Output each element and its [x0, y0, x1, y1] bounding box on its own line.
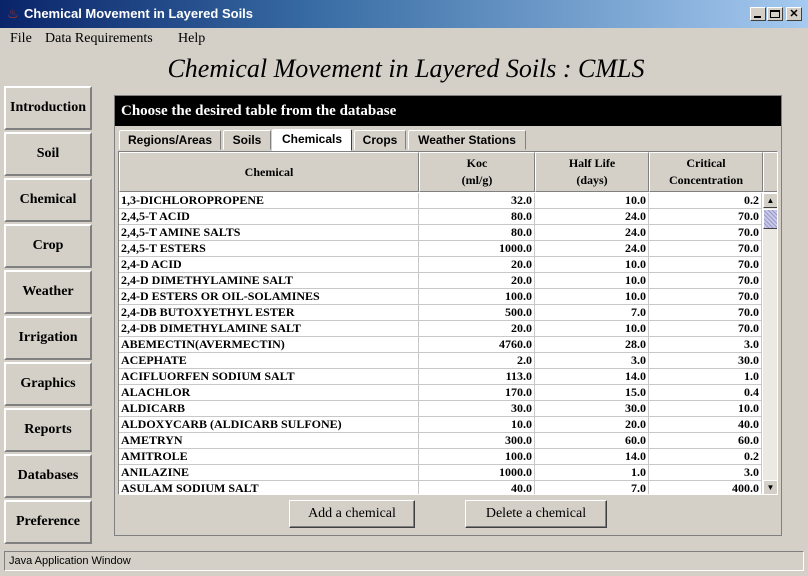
table-row[interactable] — [119, 401, 762, 417]
table-scrollbar[interactable] — [763, 193, 778, 495]
cell-chemical: 2,4-DB BUTOXYETHYL ESTER — [119, 305, 419, 321]
cell-critical-concentration: 70.0 — [649, 321, 762, 337]
cell-half-life: 10.0 — [535, 257, 649, 273]
cell-chemical: ALDOXYCARB (ALDICARB SULFONE) — [119, 417, 419, 433]
column-header-line: (days) — [576, 173, 608, 187]
column-header-line: Koc — [466, 156, 488, 170]
cell-critical-concentration: 70.0 — [649, 257, 762, 273]
nav-preference-button[interactable]: Preference — [4, 500, 92, 544]
table-row[interactable] — [119, 369, 762, 385]
nav-reports-button[interactable]: Reports — [4, 408, 92, 452]
cell-half-life: 20.0 — [535, 417, 649, 433]
panel-header: Choose the desired table from the database — [115, 96, 781, 126]
cell-half-life: 24.0 — [535, 241, 649, 257]
table-row[interactable] — [119, 353, 762, 369]
cell-critical-concentration: 70.0 — [649, 241, 762, 257]
minimize-button[interactable] — [750, 7, 766, 21]
cell-half-life: 14.0 — [535, 449, 649, 465]
cell-critical-concentration: 0.2 — [649, 449, 762, 465]
cell-chemical: 2,4,5-T AMINE SALTS — [119, 225, 419, 241]
cell-chemical: ACIFLUORFEN SODIUM SALT — [119, 369, 419, 385]
tab-crops[interactable]: Crops — [354, 130, 406, 150]
column-header-chemical[interactable] — [119, 152, 419, 192]
cell-half-life: 14.0 — [535, 369, 649, 385]
cell-chemical: ALDICARB — [119, 401, 419, 417]
nav-soil-button[interactable]: Soil — [4, 132, 92, 176]
cell-koc: 100.0 — [419, 289, 535, 305]
cell-half-life: 10.0 — [535, 289, 649, 305]
nav-weather-button[interactable]: Weather — [4, 270, 92, 314]
cell-chemical: ANILAZINE — [119, 465, 419, 481]
menu-bar — [0, 28, 808, 50]
close-button[interactable] — [786, 7, 802, 21]
cell-koc: 80.0 — [419, 225, 535, 241]
cell-koc: 113.0 — [419, 369, 535, 385]
cell-chemical: AMITROLE — [119, 449, 419, 465]
cell-chemical: 2,4-D ACID — [119, 257, 419, 273]
maximize-icon — [770, 10, 780, 18]
cell-chemical: ALACHLOR — [119, 385, 419, 401]
table-row[interactable] — [119, 241, 762, 257]
maximize-button[interactable] — [767, 7, 783, 21]
nav-introduction-button[interactable]: Introduction — [4, 86, 92, 130]
column-header-line: Concentration — [669, 173, 743, 187]
nav-irrigation-button[interactable]: Irrigation — [4, 316, 92, 360]
cell-critical-concentration: 1.0 — [649, 369, 762, 385]
database-panel — [114, 95, 782, 536]
table-row[interactable] — [119, 289, 762, 305]
cell-chemical: 2,4-DB DIMETHYLAMINE SALT — [119, 321, 419, 337]
scroll-thumb[interactable] — [763, 209, 778, 229]
close-icon: ✕ — [789, 8, 799, 20]
table-row[interactable] — [119, 385, 762, 401]
cell-critical-concentration: 70.0 — [649, 225, 762, 241]
window-title: Chemical Movement in Layered Soils — [24, 6, 254, 21]
menu-help[interactable]: Help — [178, 31, 206, 46]
table-row[interactable] — [119, 433, 762, 449]
cell-koc: 20.0 — [419, 273, 535, 289]
cell-critical-concentration: 40.0 — [649, 417, 762, 433]
cell-half-life: 7.0 — [535, 481, 649, 495]
cell-half-life: 10.0 — [535, 273, 649, 289]
table-row[interactable] — [119, 417, 762, 433]
cell-koc: 4760.0 — [419, 337, 535, 353]
cell-critical-concentration: 10.0 — [649, 401, 762, 417]
cell-chemical: 2,4-D ESTERS OR OIL-SOLAMINES — [119, 289, 419, 305]
column-header-half-life[interactable] — [535, 152, 649, 192]
cell-critical-concentration: 60.0 — [649, 433, 762, 449]
app-heading — [0, 53, 808, 85]
cell-half-life: 3.0 — [535, 353, 649, 369]
cell-koc: 30.0 — [419, 401, 535, 417]
cell-critical-concentration: 70.0 — [649, 305, 762, 321]
tab-weather-stations[interactable]: Weather Stations — [408, 130, 526, 150]
cell-chemical: ASULAM SODIUM SALT — [119, 481, 419, 495]
cell-half-life: 24.0 — [535, 209, 649, 225]
cell-chemical: 2,4,5-T ESTERS — [119, 241, 419, 257]
cell-critical-concentration: 70.0 — [649, 273, 762, 289]
table-row[interactable] — [119, 305, 762, 321]
cell-critical-concentration: 400.0 — [649, 481, 762, 495]
cell-half-life: 7.0 — [535, 305, 649, 321]
cell-chemical: ABEMECTIN(AVERMECTIN) — [119, 337, 419, 353]
table-row[interactable] — [119, 321, 762, 337]
tab-soils[interactable]: Soils — [223, 130, 271, 150]
java-cup-icon[interactable]: ♨ — [7, 6, 19, 21]
cell-critical-concentration: 30.0 — [649, 353, 762, 369]
minimize-icon — [754, 16, 761, 18]
chemicals-table — [118, 151, 778, 495]
table-row[interactable] — [119, 225, 762, 241]
menu-data-requirements[interactable]: Data Requirements — [45, 31, 153, 46]
cell-koc: 10.0 — [419, 417, 535, 433]
cell-half-life: 10.0 — [535, 193, 649, 209]
cell-chemical: AMETRYN — [119, 433, 419, 449]
table-row[interactable] — [119, 273, 762, 289]
column-header-line: Chemical — [244, 164, 294, 179]
nav-graphics-button[interactable]: Graphics — [4, 362, 92, 406]
cell-koc: 32.0 — [419, 193, 535, 209]
table-row[interactable] — [119, 209, 762, 225]
table-row[interactable] — [119, 257, 762, 273]
tab-regions-areas[interactable]: Regions/Areas — [119, 130, 221, 150]
cell-koc: 2.0 — [419, 353, 535, 369]
cell-chemical: ACEPHATE — [119, 353, 419, 369]
nav-databases-button[interactable]: Databases — [4, 454, 92, 498]
delete-chemical-button[interactable]: Delete a chemical — [465, 500, 607, 528]
cell-critical-concentration: 70.0 — [649, 289, 762, 305]
nav-chemical-button[interactable]: Chemical — [4, 178, 92, 222]
add-chemical-button[interactable]: Add a chemical — [289, 500, 415, 528]
cell-half-life: 60.0 — [535, 433, 649, 449]
title-bar — [0, 0, 808, 28]
cell-half-life: 30.0 — [535, 401, 649, 417]
cell-koc: 1000.0 — [419, 241, 535, 257]
cell-chemical: 1,3-DICHLOROPROPENE — [119, 193, 419, 209]
table-row[interactable] — [119, 449, 762, 465]
cell-critical-concentration: 0.4 — [649, 385, 762, 401]
tab-chemicals[interactable]: Chemicals — [272, 129, 352, 151]
cell-critical-concentration: 70.0 — [649, 209, 762, 225]
cell-half-life: 15.0 — [535, 385, 649, 401]
column-header-koc[interactable] — [419, 152, 535, 192]
scroll-up-button[interactable]: ▲ — [763, 193, 778, 208]
table-row[interactable] — [119, 193, 762, 209]
column-header-line: Half Life — [568, 156, 616, 170]
cell-half-life: 10.0 — [535, 321, 649, 337]
column-header-critical-concentration[interactable] — [649, 152, 763, 192]
cell-koc: 40.0 — [419, 481, 535, 495]
cell-half-life: 24.0 — [535, 225, 649, 241]
cell-half-life: 1.0 — [535, 465, 649, 481]
cell-koc: 20.0 — [419, 321, 535, 337]
app-heading-text: Chemical Movement in Layered Soils : CMLS — [167, 54, 645, 83]
table-row[interactable] — [119, 481, 762, 495]
nav-crop-button[interactable]: Crop — [4, 224, 92, 268]
cell-half-life: 28.0 — [535, 337, 649, 353]
status-bar: Java Application Window — [4, 551, 804, 571]
cell-critical-concentration: 3.0 — [649, 337, 762, 353]
cell-critical-concentration: 0.2 — [649, 193, 762, 209]
column-header-line: (ml/g) — [461, 173, 493, 187]
cell-koc: 100.0 — [419, 449, 535, 465]
column-header-line: Critical — [686, 156, 726, 170]
table-row[interactable] — [119, 337, 762, 353]
cell-chemical: 2,4-D DIMETHYLAMINE SALT — [119, 273, 419, 289]
cell-koc: 300.0 — [419, 433, 535, 449]
cell-koc: 1000.0 — [419, 465, 535, 481]
cell-koc: 80.0 — [419, 209, 535, 225]
table-row[interactable] — [119, 465, 762, 481]
cell-koc: 20.0 — [419, 257, 535, 273]
cell-koc: 500.0 — [419, 305, 535, 321]
cell-chemical: 2,4,5-T ACID — [119, 209, 419, 225]
cell-koc: 170.0 — [419, 385, 535, 401]
scroll-down-button[interactable]: ▼ — [763, 480, 778, 495]
cell-critical-concentration: 3.0 — [649, 465, 762, 481]
menu-file[interactable]: File — [10, 31, 32, 46]
column-header-corner — [763, 152, 778, 192]
